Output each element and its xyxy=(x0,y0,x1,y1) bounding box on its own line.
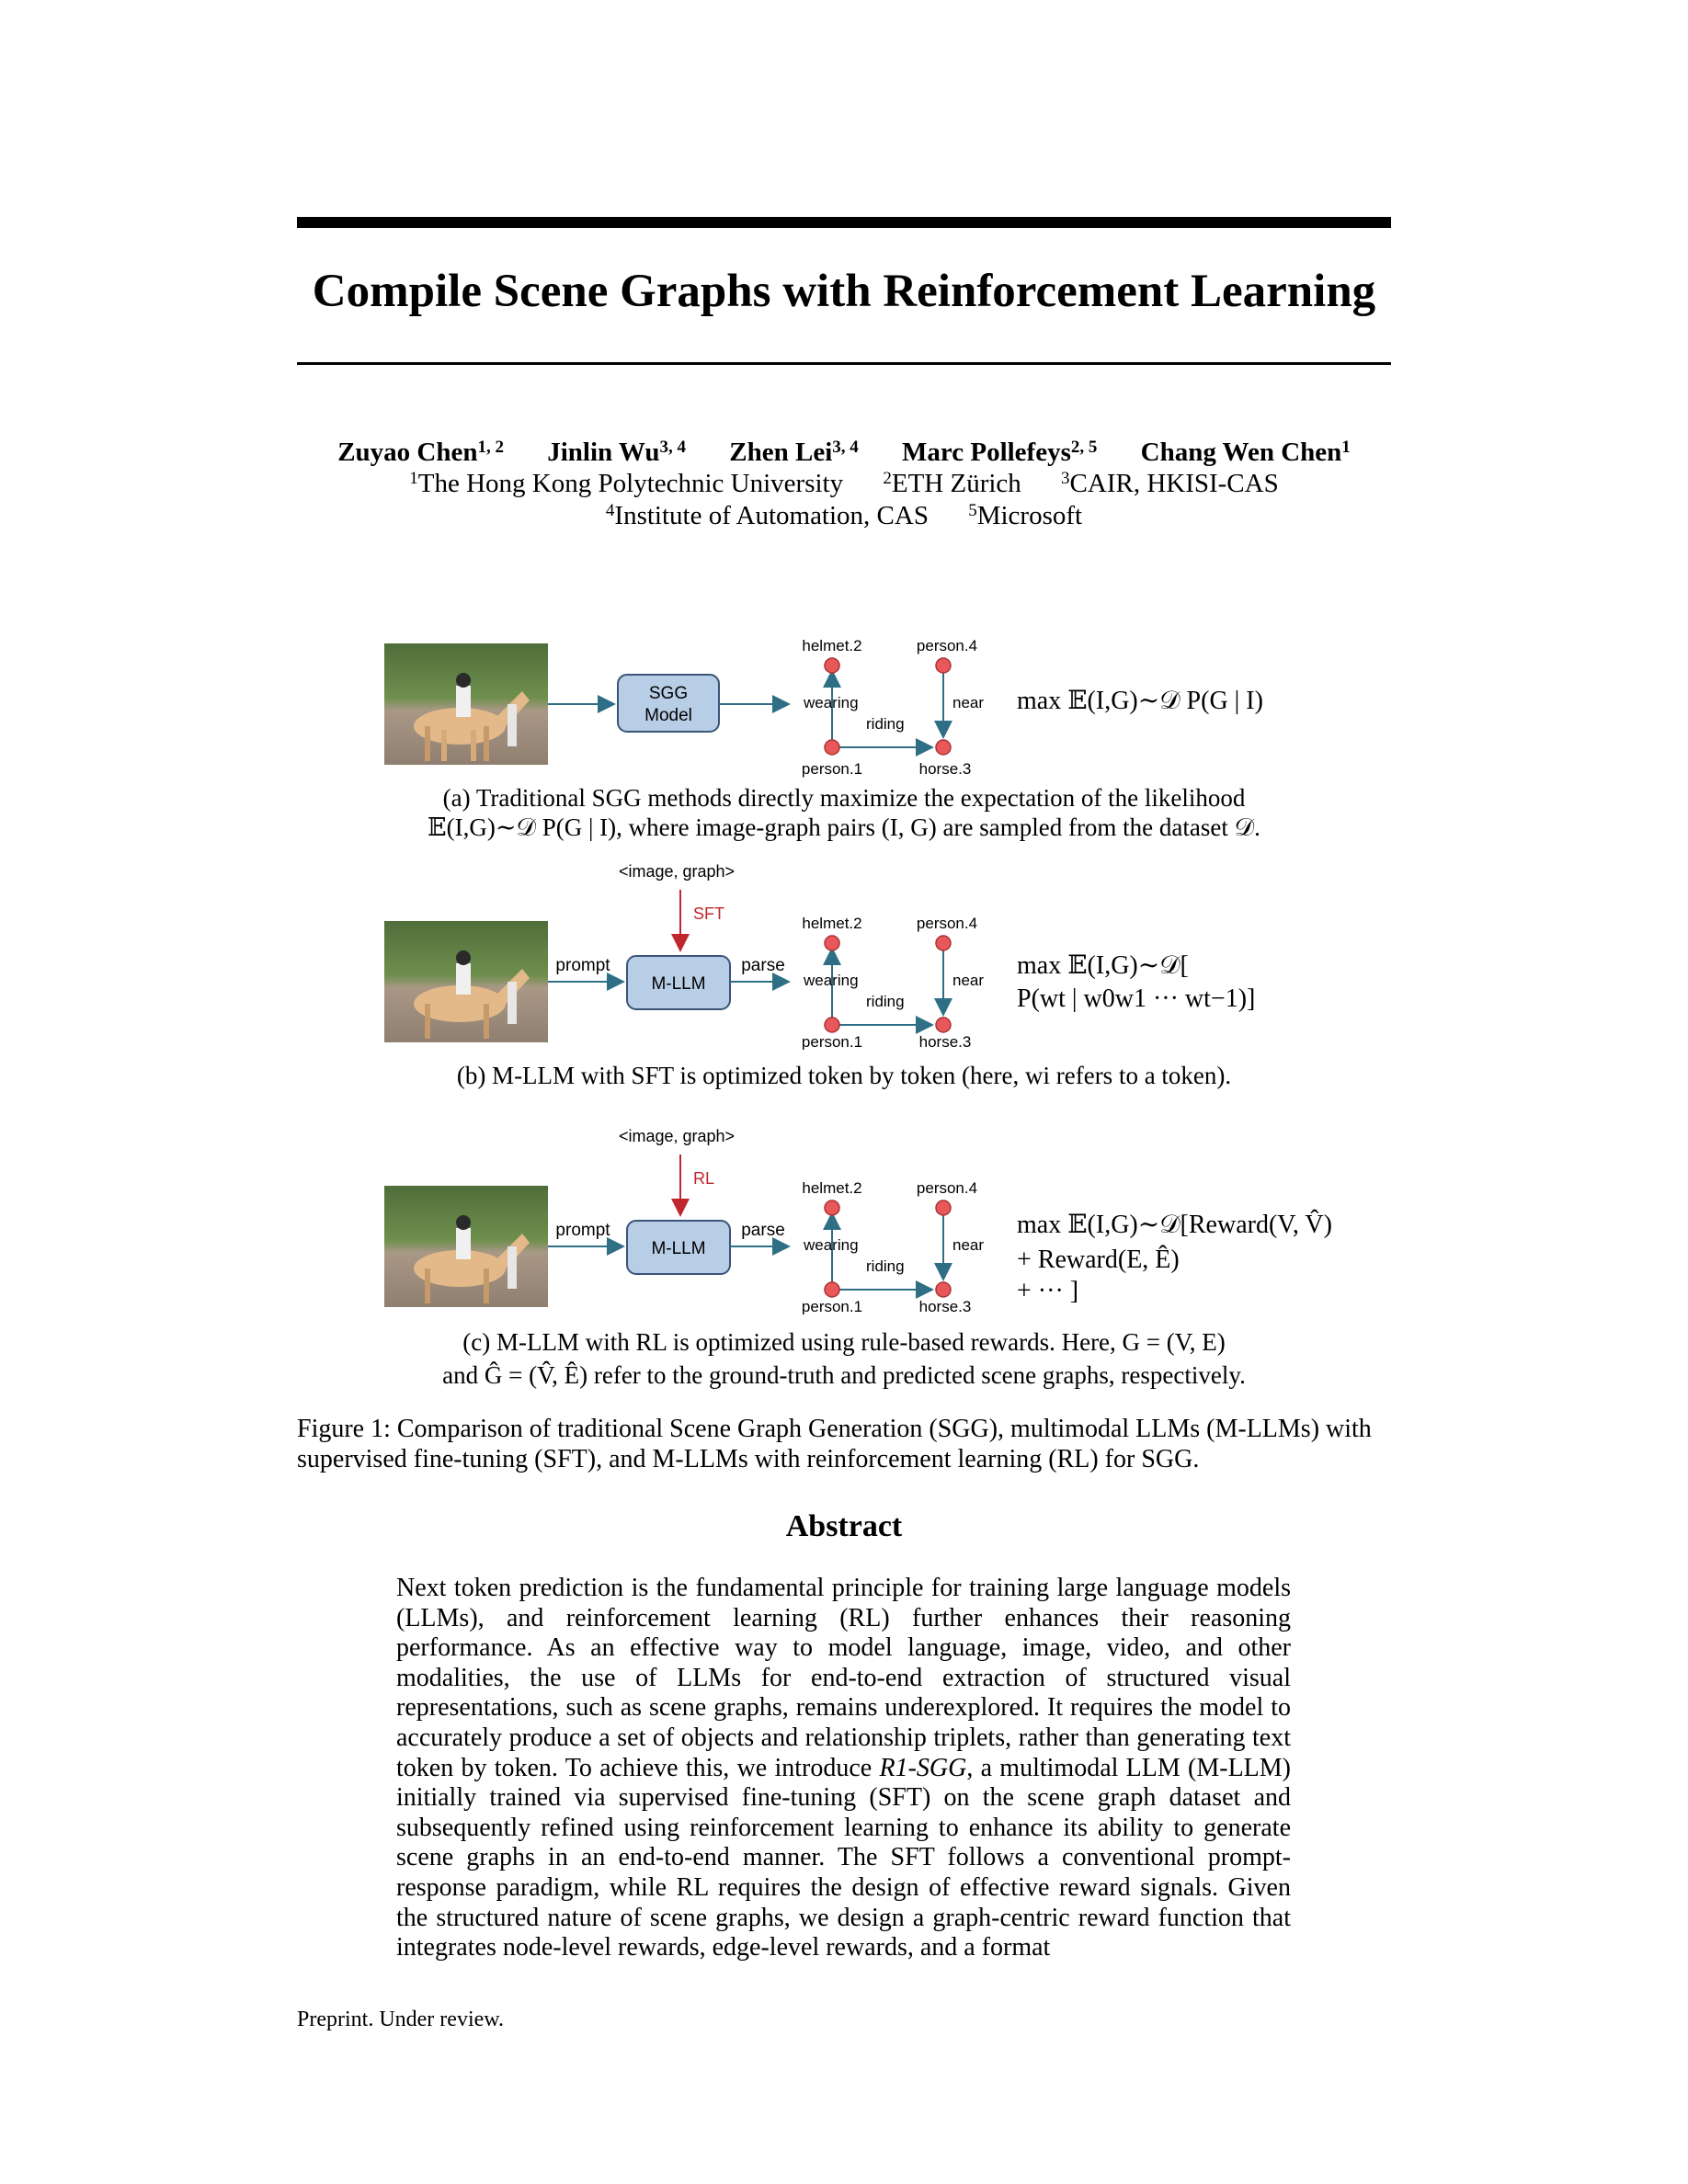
parse-label: parse xyxy=(741,1221,785,1240)
input-label: <image, graph> xyxy=(618,862,736,881)
sgg-model-box xyxy=(548,675,787,732)
affiliation: $^5$Microsoft xyxy=(968,501,1083,530)
figure-panel-b xyxy=(368,857,1379,1050)
graph-node xyxy=(825,936,839,950)
title-top-rule xyxy=(297,217,1391,228)
scene-graph xyxy=(802,915,984,1050)
horse-rider-image xyxy=(384,643,548,765)
graph-node xyxy=(825,658,839,673)
edge-label: near xyxy=(952,694,985,711)
node-label: person.1 xyxy=(801,760,863,778)
formula-b-line-1: max 𝔼(I,G)∼𝒟[ xyxy=(1017,951,1189,980)
abstract-text: Next token prediction is the fundamental principle for training large language models (LLMs), and reinforcement learning (RL) further enhances their reasoning performance. As an effective way to model language, image, video, and other modalities, the use of LLMs for end-to-end extraction of structured visual representations, such as scene graphs, remains underexplored. It requires the model to accurately produce a set of objects and relationship triplets, rather than generating text token by token. To achieve this, we introduce xyxy=(396,1574,1291,1782)
input-label: <image, graph> xyxy=(618,1127,736,1145)
caption-b: (b) M-LLM with SFT is optimized token by token (here, wi refers to a token). xyxy=(456,1062,1232,1089)
scene-graph xyxy=(802,1179,984,1314)
edge-label: wearing xyxy=(804,694,859,711)
author: Zhen Lei$^{3, 4}$ xyxy=(729,438,859,467)
edge-label: wearing xyxy=(804,1236,859,1254)
edge-label: near xyxy=(952,1236,985,1254)
node-label: helmet.2 xyxy=(802,915,862,932)
abstract-body xyxy=(396,1574,1291,1963)
graph-node xyxy=(936,1282,951,1297)
rl-label: RL xyxy=(693,1169,715,1188)
sft-label: SFT xyxy=(693,904,724,923)
node-label: person.1 xyxy=(801,1033,863,1050)
author: Chang Wen Chen$^1$ xyxy=(1140,438,1351,467)
sgg-model-label-1: SGG xyxy=(648,684,689,703)
node-label: helmet.2 xyxy=(802,1179,862,1197)
graph-node xyxy=(936,936,951,950)
edge-label: near xyxy=(952,972,985,989)
author: Jinlin Wu$^{3, 4}$ xyxy=(547,438,687,467)
author: Zuyao Chen$^{1, 2}$ xyxy=(337,438,504,467)
m-llm-label: M-LLM xyxy=(651,1239,706,1258)
figure-caption: Figure 1: Comparison of traditional Scene Graph Generation (SGG), multimodal LLMs (M-LLMs) with supervised fine-tuning (SFT), and M-LLMs with reinforcement learning (RL) for SGG. xyxy=(297,1415,1372,1473)
graph-node xyxy=(825,1018,839,1032)
horse-rider-image xyxy=(384,1186,548,1307)
affiliations-line-2 xyxy=(276,501,1412,531)
formula-c-line-3: + ··· ] xyxy=(1017,1277,1079,1305)
prompt-label: prompt xyxy=(555,1221,610,1240)
m-llm-label: M-LLM xyxy=(651,974,706,994)
graph-node xyxy=(825,1200,839,1215)
caption-c-line-2: and Ĝ = (V̂, Ê) refer to the ground-truth and predicted scene graphs, respectively. xyxy=(442,1361,1246,1389)
author: Marc Pollefeys$^{2, 5}$ xyxy=(902,438,1098,467)
affiliation: $^4$Institute of Automation, CAS xyxy=(605,501,929,530)
graph-node xyxy=(936,1018,951,1032)
abstract-heading: Abstract xyxy=(785,1509,903,1543)
affiliation: $^3$CAIR, HKISI-CAS xyxy=(1061,469,1279,498)
node-label: horse.3 xyxy=(918,1033,972,1050)
author-list xyxy=(276,438,1412,468)
title-bottom-rule xyxy=(297,362,1391,365)
node-label: horse.3 xyxy=(918,1298,972,1314)
caption-c-line-1: (c) M-LLM with RL is optimized using rule-based rewards. Here, G = (V, E) xyxy=(462,1328,1226,1356)
affiliation: $^1$The Hong Kong Polytechnic University xyxy=(409,469,844,498)
paper-title: Compile Scene Graphs with Reinforcement Learning xyxy=(312,266,1376,317)
node-label: person.1 xyxy=(801,1298,863,1314)
formula-c-line-2: + Reward(E, Ê) xyxy=(1017,1246,1180,1274)
caption-a-line-2: 𝔼(I,G)∼𝒟 P(G | I), where image-graph pairs (I, G) are sampled from the dataset 𝒟. xyxy=(428,813,1260,841)
graph-node xyxy=(936,658,951,673)
prompt-label: prompt xyxy=(555,956,610,975)
scene-graph xyxy=(802,637,984,778)
graph-node xyxy=(936,1200,951,1215)
edge-label: riding xyxy=(866,993,905,1010)
node-label: person.4 xyxy=(916,637,978,654)
edge-label: riding xyxy=(866,1257,905,1275)
sgg-model-label-2: Model xyxy=(644,706,692,725)
method-name: R1-SGG xyxy=(879,1753,967,1782)
horse-rider-image xyxy=(384,921,548,1042)
node-label: person.4 xyxy=(916,915,978,932)
edge-label: wearing xyxy=(804,972,859,989)
graph-node xyxy=(936,740,951,755)
graph-node xyxy=(825,1282,839,1297)
graph-node xyxy=(825,740,839,755)
formula-c-line-1: max 𝔼(I,G)∼𝒟[Reward(V, V̂) xyxy=(1017,1211,1332,1239)
parse-label: parse xyxy=(741,956,785,975)
node-label: helmet.2 xyxy=(802,637,862,654)
node-label: horse.3 xyxy=(918,760,972,778)
edge-label: riding xyxy=(866,715,905,733)
abstract-text: , a multimodal LLM (M-LLM) initially trained via supervised fine-tuning (SFT) on the scene graph dataset and subsequently refined using reinforcement learning to enhance its ability to generate scene graphs in an end-to-end manner. The SFT follows a conventional prompt-response paradigm, while RL requires the design of effective reward signals. Given the structured nature of scene graphs, we design a graph-centric reward function that integrates node-level rewards, edge-level rewards, and a format xyxy=(396,1753,1292,1962)
footer-note: Preprint. Under review. xyxy=(297,2008,505,2031)
formula-a: max 𝔼(I,G)∼𝒟 P(G | I) xyxy=(1017,687,1263,715)
affiliation: $^2$ETH Zürich xyxy=(883,469,1021,498)
node-label: person.4 xyxy=(916,1179,978,1197)
affiliations-line-1 xyxy=(276,469,1412,499)
caption-a-line-1: (a) Traditional SGG methods directly maximize the expectation of the likelihood xyxy=(442,784,1246,812)
formula-b-line-2: P(wt | w0w1 ··· wt−1)] xyxy=(1017,984,1256,1013)
